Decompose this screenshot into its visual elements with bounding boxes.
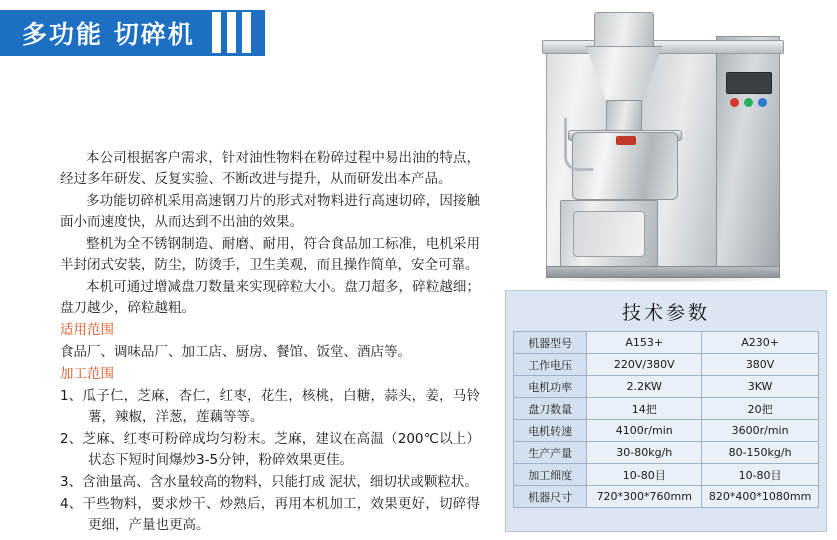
product-photo [498,14,818,282]
processing-item: 4、干些物料，要求炒干、炒熟后，再用本机加工，效果更好，切碎得更细，产量也更高。 [60,496,480,533]
spec-value-a: 30-80kg/h [587,442,702,464]
description-block [60,148,480,537]
machine-shadow [538,276,788,283]
processing-item: 1、瓜子仁，芝麻，杏仁，红枣，花生，核桃，白糖，蒜头，姜，马铃薯，辣椒，洋葱，莲藕等等。 [60,388,480,425]
title-bar-stripe-1 [212,12,221,53]
title-decoration-bars [212,12,251,53]
spec-value-b: 20把 [702,398,819,420]
machine-clamp [616,136,636,145]
power-indicator-icon [730,98,739,107]
spec-label: 电机转速 [514,420,587,442]
machine-top-plate [542,40,784,54]
spec-table [513,331,819,508]
spec-value-a: 220V/380V [587,354,702,376]
machine-hopper [594,12,654,50]
spec-value-a: 4100r/min [587,420,702,442]
section-text-scope: 食品厂、调味品厂、加工店、厨房、餐馆、饭堂、酒店等。 [60,344,411,360]
spec-value-a: 14把 [587,398,702,420]
spec-value-b: 820*400*1080mm [702,486,819,508]
machine-pipe [564,118,593,171]
title-bar-stripe-3 [242,12,251,53]
table-row [514,486,819,508]
control-panel [726,72,772,94]
description-paragraph: 整机为全不锈钢制造、耐磨、耐用，符合食品加工标准，电机采用半封闭式安装，防尘，防烫手，卫生美观，而且操作简单，安全可靠。 [60,236,480,273]
start-button-icon [744,98,753,107]
table-row [514,398,819,420]
spec-value-a: 720*300*760mm [587,486,702,508]
processing-item: 2、芝麻、红枣可粉碎成均匀粉末。芝麻，建议在高温（200℃以上）状态下短时间爆炒3-5分钟，粉碎效果更佳。 [60,431,480,468]
machine-base-cabinet [560,200,658,268]
section-heading-processing: 加工范围 [60,366,114,382]
spec-value-b: 3KW [702,376,819,398]
spec-value-a: 10-80目 [587,464,702,486]
spec-label: 盘刀数量 [514,398,587,420]
spec-value-b: 80-150kg/h [702,442,819,464]
description-paragraph: 本机可通过增减盘刀数量来实现碎粒大小。盘刀超多，碎粒越细；盘刀越少，碎粒越粗。 [60,279,480,316]
table-row [514,354,819,376]
spec-label: 电机功率 [514,376,587,398]
table-row [514,442,819,464]
spec-value-b: 380V [702,354,819,376]
table-row [514,420,819,442]
spec-value-b: A230+ [702,332,819,354]
page-title: 多功能 切碎机 [22,20,195,49]
spec-label: 机器型号 [514,332,587,354]
stop-button-icon [758,98,767,107]
processing-item: 3、含油量高、含水量较高的物料，只能打成 泥状，细切状或颗粒状。 [60,474,478,490]
spec-value-a: 2.2KW [587,376,702,398]
spec-title: 技术参数 [621,302,710,324]
description-paragraph: 本公司根据客户需求，针对油性物料在粉碎过程中易出油的特点，经过多年研发、反复实验、不断改进与提升，从而研发出本产品。 [60,150,480,187]
table-row [514,464,819,486]
section-heading-scope: 适用范围 [60,322,114,338]
spec-value-b: 3600r/min [702,420,819,442]
description-paragraph: 多功能切碎机采用高速钢刀片的形式对物料进行高速切碎，因接触面小而速度快，从而达到不出油的效果。 [60,193,480,230]
table-row [514,376,819,398]
spec-value-a: A153+ [587,332,702,354]
spec-label: 机器尺寸 [514,486,587,508]
spec-label: 工作电压 [514,354,587,376]
table-row [514,332,819,354]
machine-base-door [573,211,645,257]
spec-label: 加工细度 [514,464,587,486]
spec-label: 生产产量 [514,442,587,464]
spec-value-b: 10-80目 [702,464,819,486]
spec-panel [505,290,827,532]
title-bar-stripe-2 [227,12,236,53]
